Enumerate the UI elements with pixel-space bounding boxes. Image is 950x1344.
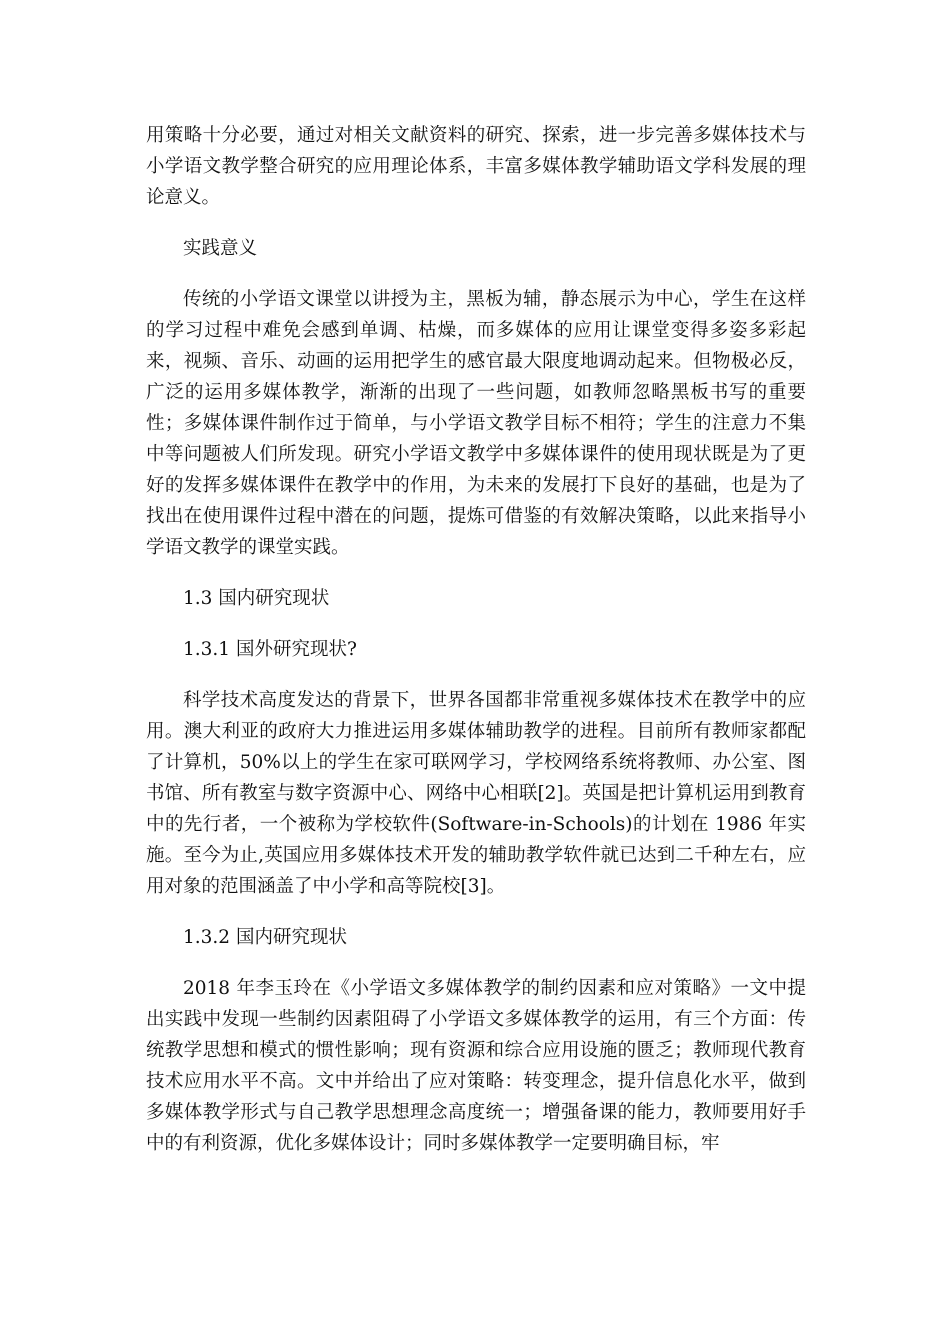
section-heading-1-3: 1.3 国内研究现状 (183, 588, 330, 609)
paragraph-domestic-research: 2018 年李玉玲在《小学语文多媒体教学的制约因素和应对策略》一文中提出实践中发现一些制约因素阻碍了小学语文多媒体教学的运用，有三个方面：传统教学思想和模式的惯性影响；现有资源和综合应用设施的匮乏；教师现代教育技术应用水平不高。文中并给出了应对策略：转变理念，提升信息化水平，做到多媒体教学形式与自己教学思想理念高度统一；增强备课的能力，教师要用好手中的有利资源，优化多媒体设计；同时多媒体教学一定要明确目标，牢 (146, 978, 806, 1154)
paragraph-traditional-classroom: 传统的小学语文课堂以讲授为主，黑板为辅，静态展示为中心，学生在这样的学习过程中难免会感到单调、枯燥，而多媒体的应用让课堂变得多姿多彩起来，视频、音乐、动画的运用把学生的感官最大限度地调动起来。但物极必反，广泛的运用多媒体教学，渐渐的出现了一些问题，如教师忽略黑板书写的重要性；多媒体课件制作过于简单，与小学语文教学目标不相符；学生的注意力不集中等问题被人们所发现。研究小学语文教学中多媒体课件的使用现状既是为了更好的发挥多媒体课件在教学中的作用，为未来的发展打下良好的基础，也是为了找出在使用课件过程中潜在的问题，提炼可借鉴的有效解决策略，以此来指导小学语文教学的课堂实践。 (146, 289, 806, 558)
paragraph-continued: 用策略十分必要，通过对相关文献资料的研究、探索，进一步完善多媒体技术与小学语文教学整合研究的应用理论体系，丰富多媒体教学辅助语文学科发展的理论意义。 (146, 125, 806, 208)
paragraph-foreign-research: 科学技术高度发达的背景下，世界各国都非常重视多媒体技术在教学中的应用。澳大利亚的政府大力推进运用多媒体辅助教学的进程。目前所有教师家都配了计算机，50%以上的学生在家可联网学习，学校网络系统将教师、办公室、图书馆、所有教室与数字资源中心、网络中心相联[2]。英国是把计算机运用到教育中的先行者，一个被称为学校软件(Software-in-Schools)的计划在 1986 年实施。至今为止,英国应用多媒体技术开发的辅助教学软件就已达到二千种左右，应用对象的范围涵盖了中小学和高等院校[3]。 (146, 690, 806, 897)
section-heading-1-3-1: 1.3.1 国外研究现状? (183, 639, 357, 660)
heading-practical-significance: 实践意义 (183, 238, 258, 259)
section-heading-1-3-2: 1.3.2 国内研究现状 (183, 927, 347, 948)
document-body (146, 120, 806, 1179)
